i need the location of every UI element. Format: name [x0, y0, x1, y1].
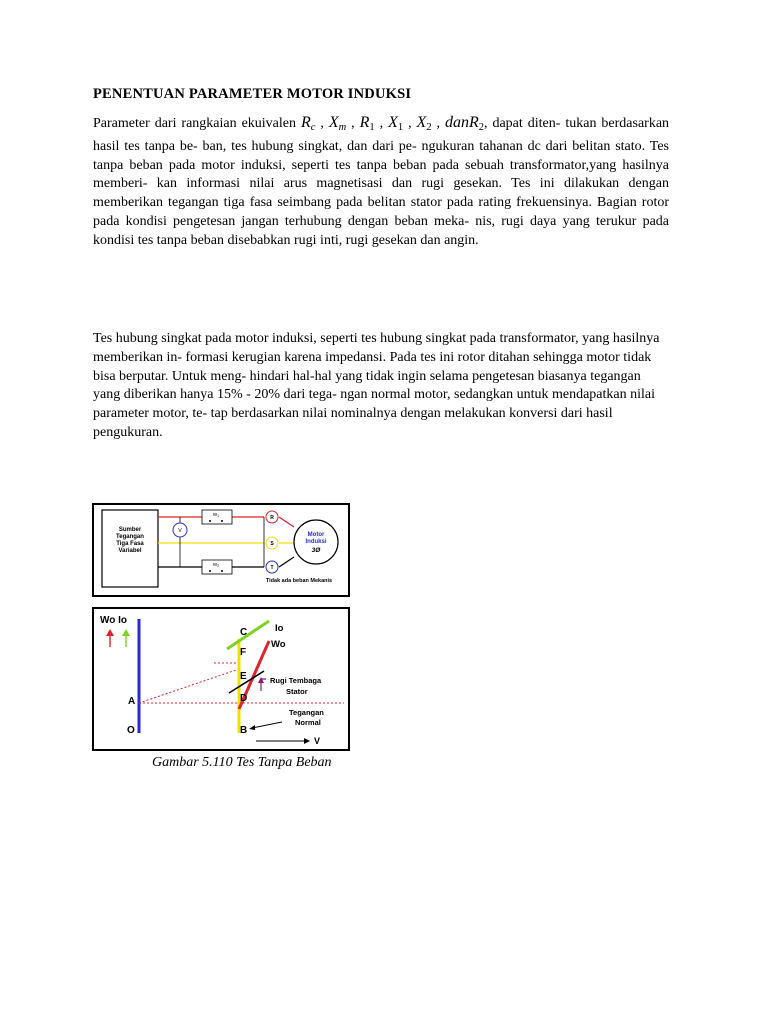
source-label-1: Sumber: [118, 527, 142, 533]
graph-svg: [94, 609, 348, 749]
tegangan-pointer-icon: [249, 725, 255, 730]
io-arrow-icon: [122, 629, 130, 636]
tegangan-label-2: Normal: [295, 718, 321, 727]
var-r1: R1: [359, 114, 375, 133]
line-r-motor: [279, 517, 294, 527]
motor-label-2: Induksi: [305, 539, 327, 545]
motor-label-1: Motor: [307, 532, 325, 538]
io-label: Io: [275, 623, 284, 634]
paragraph-1-tail: , dapat diten- tukan berdasarkan hasil tes tanpa be- ban, tes hubung singkat, dan dari pe- ngukuran tahanan dc dari belitan stato. Tes tanpa beban pada motor induksi, seperti tes tanpa beban pada sebuah transformator,yang hasilnya memberi- kan informasi nilai arus magnetisasi dan rugi gesekan. Tes ini dilakukan dengan memberikan tegangan tiga fasa seimbang pada belitan stator pada rating frekuensinya. Bagian rotor pada kondisi pengetesan jangan terhubung dengan beban meka- nis, rugi daya yang terukur pada kondisi tes tanpa beban disebabkan rugi inti, rugi gesekan dan angin.: [93, 116, 670, 248]
motor-phase-label: 3Ø: [311, 547, 321, 554]
var-x1: X1: [388, 114, 404, 133]
phase-r-label: R: [270, 515, 274, 521]
rugi-label-1: Rugi Tembaga: [270, 676, 322, 685]
point-d-label: D: [240, 693, 248, 704]
wattmeter-1-dot-a: [209, 520, 211, 522]
wattmeter-1-dot-b: [221, 520, 223, 522]
line-t-motor: [279, 557, 294, 567]
x-axis-label: V: [314, 736, 321, 746]
voltmeter-label: V: [178, 528, 182, 534]
var-dan-r2: danR2: [444, 114, 485, 133]
wattmeter-1-label: $W_1$: [212, 512, 220, 518]
rugi-arrow-icon: [258, 677, 264, 683]
circuit-svg: [94, 505, 348, 595]
phase-t-label: T: [270, 565, 274, 571]
wattmeter-2-dot-a: [209, 570, 211, 572]
no-load-graph: [92, 607, 350, 751]
circuit-diagram: [92, 503, 350, 597]
phase-s-label: S: [270, 541, 274, 547]
point-b-label: B: [240, 725, 248, 736]
point-a-label: A: [128, 696, 136, 707]
point-c-label: C: [240, 627, 248, 638]
wo-arrow-icon: [106, 629, 114, 636]
tegangan-pointer: [252, 722, 282, 728]
var-rc: $R_c$: [300, 114, 316, 133]
page-title: PENENTUAN PARAMETER MOTOR INDUKSI: [93, 86, 412, 102]
paragraph-1: Parameter dari rangkaian ekuivalen $R_c$ , $X_m$ , R1 , X1 , X2 , danR2, dapat diten- tukan berdasarkan hasil tes tanpa be- ban, tes hubung singkat, dan dari pe- ngukuran tahanan dc dari belitan stato. Tes tanpa beban pada motor induksi, seperti tes tanpa beban pada sebuah transformator,yang hasilnya memberi- kan informasi nilai arus magnetisasi dan rugi gesekan. Tes ini dilakukan dengan memberikan tegangan tiga fasa seimbang pada belitan stator pada rating frekuensinya. Bagian rotor pada kondisi pengetesan jangan terhubung dengan beban meka- nis, rugi daya yang terukur pada kondisi tes tanpa beban disebabkan rugi inti, rugi gesekan dan angin.: [93, 114, 670, 248]
paragraph-2: Tes hubung singkat pada motor induksi, seperti tes hubung singkat pada transformator, yang hasilnya memberikan in- formasi kerugian karena impedansi. Pada tes ini rotor ditahan sehingga motor tidak bisa berputar. Untuk meng- hindari hal-hal yang tidak ingin selama pengetesan biasanya tegangan yang diberikan hanya 15% - 20% dari tega- ngan normal motor, sedangkan untuk mendapatkan nilai parameter motor, te- tap berdasarkan nilai nominalnya dengan melakukan konversi dari hasil pengukuran.: [93, 331, 660, 440]
wo-label: Wo: [271, 639, 286, 650]
x-axis-arrow-icon: [304, 738, 310, 744]
axis-title: Wo Io: [100, 615, 128, 626]
wattmeter-2-dot-b: [221, 570, 223, 572]
friction-extrapolation: [139, 669, 239, 703]
point-e-label: E: [240, 671, 247, 682]
tegangan-label-1: Tegangan: [289, 708, 324, 717]
source-label-2: Tegangan: [116, 534, 144, 540]
no-load-note: Tidak ada beban Mekanis: [265, 578, 333, 584]
var-x2: X2: [416, 114, 432, 133]
source-label-3: Tiga Fasa: [116, 541, 144, 547]
figure-caption: Gambar 5.110 Tes Tanpa Beban: [152, 755, 332, 770]
var-xm: $X_m$: [328, 114, 347, 133]
point-f-label: F: [240, 647, 247, 658]
source-label-4: Variabel: [118, 548, 142, 554]
paragraph-1-lead: Parameter dari rangkaian ekuivalen: [93, 116, 301, 131]
wattmeter-2-label: $W_2$: [212, 562, 220, 568]
rugi-label-2: Stator: [286, 687, 308, 696]
point-o-label: O: [127, 725, 135, 736]
io-curve: [227, 621, 269, 649]
